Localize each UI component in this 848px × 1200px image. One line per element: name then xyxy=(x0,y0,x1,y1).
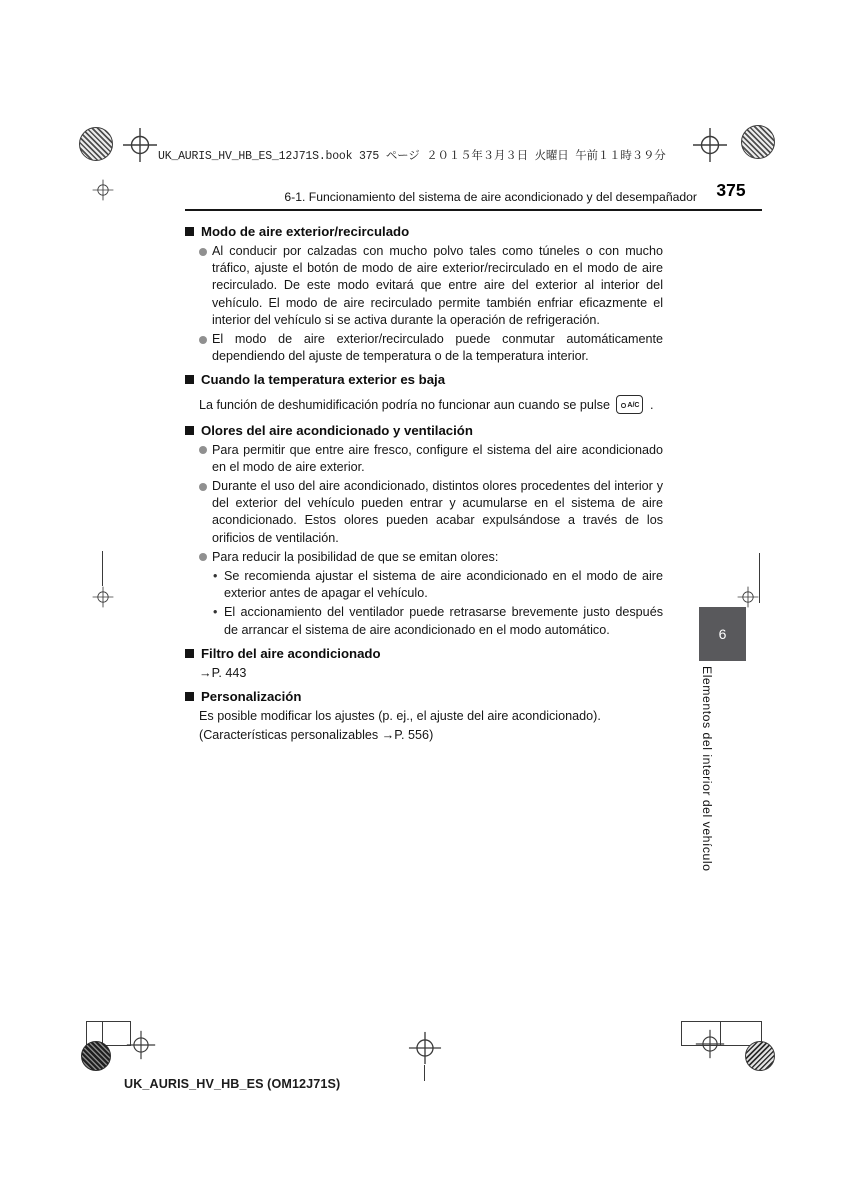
page-number: 375 xyxy=(716,180,746,200)
body-paragraph: Es posible modificar los ajustes (p. ej., el ajuste del aire acondicionado). xyxy=(199,709,601,724)
registration-mark-icon xyxy=(122,127,158,163)
sub-bullet-item xyxy=(212,604,663,638)
bullet-icon xyxy=(199,446,207,454)
section-filtro xyxy=(185,646,663,682)
section-square-icon xyxy=(185,692,194,701)
section-heading xyxy=(185,372,663,387)
section-heading xyxy=(185,689,663,704)
section-heading-label: Olores del aire acondicionado y ventilación xyxy=(201,422,473,438)
body-paragraph: (Características personalizables →P. 556) xyxy=(199,728,434,743)
bullet-icon xyxy=(199,553,207,561)
bullet-text: Para reducir la posibilidad de que se emitan olores: xyxy=(212,549,499,564)
section-heading xyxy=(185,423,663,438)
registration-mark-icon xyxy=(737,586,759,608)
section-square-icon xyxy=(185,426,194,435)
bullet-item xyxy=(199,331,663,365)
document-code: UK_AURIS_HV_HB_ES (OM12J71S) xyxy=(124,1077,341,1091)
section-heading-label: Cuando la temperatura exterior es baja xyxy=(201,372,446,388)
section-square-icon xyxy=(185,227,194,236)
section-heading-label: Modo de aire exterior/recirculado xyxy=(201,224,410,239)
bullet-item xyxy=(199,243,663,329)
print-color-mark-icon xyxy=(741,125,775,159)
section-olores xyxy=(185,423,663,639)
registration-mark-icon xyxy=(692,127,728,163)
trim-mark-icon xyxy=(424,1065,425,1081)
trim-mark-icon xyxy=(759,553,760,603)
registration-mark-icon xyxy=(126,1030,156,1060)
registration-mark-icon xyxy=(695,1029,725,1059)
bullet-text: El modo de aire exterior/recirculado puede conmutar automáticamente dependiendo del ajuste de temperatura o de la temperatura interior. xyxy=(212,332,663,364)
print-color-mark-icon xyxy=(745,1041,775,1071)
bullet-icon xyxy=(199,248,207,256)
section-heading-label: Filtro del aire acondicionado xyxy=(201,645,381,661)
bullet-text: Para permitir que entre aire fresco, configure el sistema del aire acondicionado en el modo de aire exterior. xyxy=(212,442,663,474)
section-modo-aire xyxy=(185,224,663,365)
print-color-mark-icon xyxy=(79,127,113,161)
bullet-item xyxy=(199,549,663,566)
section-square-icon xyxy=(185,649,194,658)
sub-bullet-text: Se recomienda ajustar el sistema de aire acondicionado en el modo de aire exterior antes de apagar el vehículo. xyxy=(224,569,663,601)
bullet-text: Al conducir por calzadas con mucho polvo tales como túneles o con mucho tráfico, ajuste el botón de modo de aire exterior/recirculado en el modo de aire recirculado. De este modo evitará que entre aire del exterior al interior del vehículo. El modo de aire recirculado permite también enfriar eficazmente el interior del vehículo si se activa durante la operación de refrigeración. xyxy=(212,244,663,327)
bullet-icon xyxy=(199,483,207,491)
bullet-item xyxy=(199,478,663,547)
sub-bullet-icon: • xyxy=(213,569,218,584)
bullet-item xyxy=(199,442,663,476)
page-reference: →P. 443 xyxy=(199,665,247,680)
registration-mark-icon xyxy=(92,586,114,608)
bullet-icon xyxy=(199,336,207,344)
chapter-title-vertical: Elementos del interior del vehículo xyxy=(700,666,714,872)
ac-button-icon xyxy=(616,395,643,414)
section-heading xyxy=(185,646,663,661)
header-rule xyxy=(185,209,762,211)
section-breadcrumb: 6-1. Funcionamiento del sistema de aire acondicionado y del desempañador xyxy=(284,190,697,204)
section-temperatura-baja xyxy=(185,372,663,414)
chapter-tab: 6 xyxy=(699,607,746,661)
section-personalizacion xyxy=(185,689,663,744)
sub-bullet-icon: • xyxy=(213,605,218,620)
note-paragraph xyxy=(199,395,663,414)
print-color-mark-icon xyxy=(81,1041,111,1071)
section-square-icon xyxy=(185,375,194,384)
sub-bullet-text: El accionamiento del ventilador puede retrasarse brevemente justo después de arrancar el sistema de aire acondicionado en el modo automático. xyxy=(224,605,663,637)
registration-mark-icon xyxy=(92,179,114,201)
sub-bullet-item xyxy=(212,568,663,602)
note-text-after: . xyxy=(649,398,654,413)
trim-mark-icon xyxy=(102,551,103,586)
print-job-header: UK_AURIS_HV_HB_ES_12J71S.book 375 ページ ２０１５年３月３日 火曜日 午前１１時３９分 xyxy=(158,150,666,163)
note-text-before: La función de deshumidificación podría no funcionar aun cuando se pulse xyxy=(199,398,610,413)
bullet-text: Durante el uso del aire acondicionado, distintos olores procedentes del interior y del exterior del vehículo pueden entrar y acumularse en el sistema de aire acondicionado. Estos olores pueden acabar expulsándose a través de los orificios de ventilación. xyxy=(212,479,663,545)
section-heading xyxy=(185,224,663,239)
section-heading-label: Personalización xyxy=(201,689,302,705)
page-content xyxy=(185,224,663,744)
ac-indicator-dot-icon xyxy=(621,403,626,408)
ac-button-label: A/C xyxy=(627,402,640,410)
registration-mark-icon xyxy=(408,1031,442,1065)
